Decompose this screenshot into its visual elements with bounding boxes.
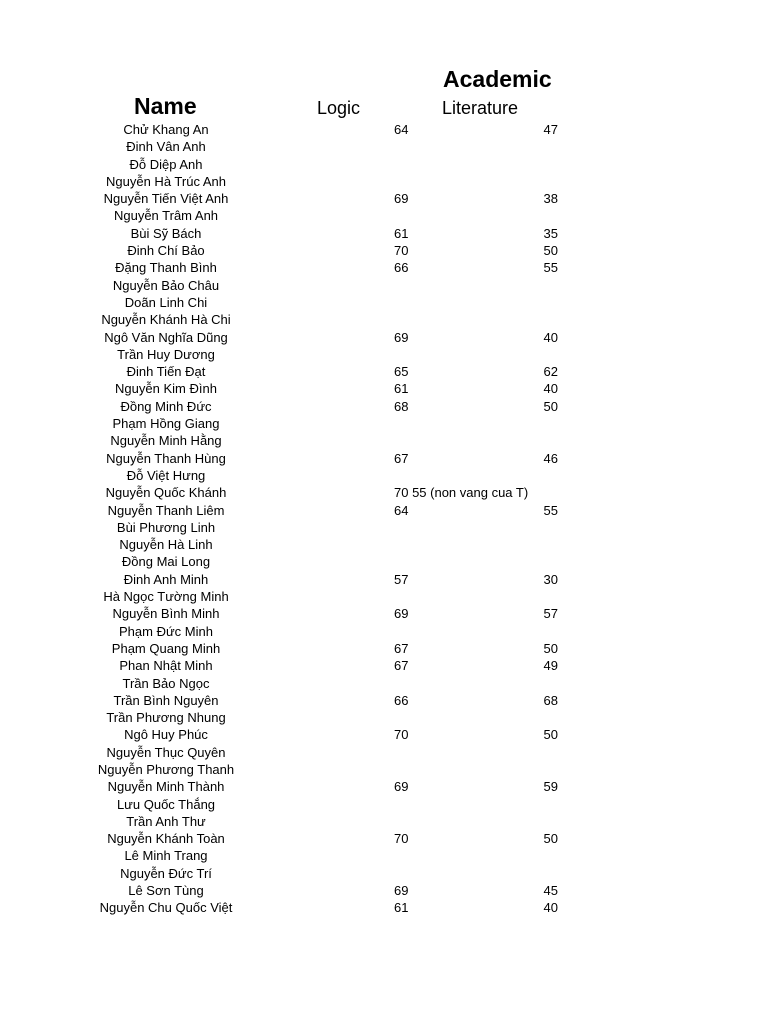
student-name-cell: Chử Khang An xyxy=(123,122,209,137)
logic-score-cell: 70 xyxy=(394,727,409,743)
table-row xyxy=(0,277,768,294)
logic-score-cell: 69 xyxy=(394,779,409,795)
table-row xyxy=(0,519,768,536)
student-name-cell: Nguyễn Kim Đình xyxy=(115,381,217,397)
student-name-cell: Phạm Đức Minh xyxy=(119,623,213,639)
literature-score-cell: 50 xyxy=(543,243,558,259)
student-name-cell: Nguyễn Tiến Việt Anh xyxy=(103,191,229,207)
student-name-cell: Nguyễn Phương Thanh xyxy=(97,761,235,777)
table-row xyxy=(0,502,768,519)
literature-score-cell: 55 xyxy=(543,260,558,276)
table-row xyxy=(0,882,768,899)
student-name-cell: Nguyễn Hà Trúc Anh xyxy=(106,173,226,189)
literature-score-cell: 40 xyxy=(543,329,558,345)
literature-score-cell: 68 xyxy=(543,692,558,708)
table-row xyxy=(0,173,768,190)
literature-score-cell: 45 xyxy=(543,883,558,899)
student-name-cell: Lê Sơn Tùng xyxy=(128,883,204,899)
table-row xyxy=(0,138,768,155)
table-row xyxy=(0,553,768,570)
table-row xyxy=(0,190,768,207)
student-name-cell: Đinh Tiến Đạt xyxy=(126,364,206,380)
student-name-cell: Trần Bình Nguyên xyxy=(113,692,219,708)
logic-score-cell: 70 xyxy=(394,243,409,259)
table-row xyxy=(0,726,768,743)
table-row xyxy=(0,692,768,709)
literature-score-cell: 46 xyxy=(543,450,558,466)
table-row xyxy=(0,675,768,692)
table-row xyxy=(0,311,768,328)
logic-score-cell: 70 xyxy=(394,831,409,847)
student-name-cell: Phan Nhật Minh xyxy=(119,658,213,674)
student-name-cell: Lưu Quốc Thắng xyxy=(116,796,216,812)
literature-score-cell: 49 xyxy=(543,658,558,674)
student-name-cell: Nguyễn Hà Linh xyxy=(119,537,213,553)
table-row xyxy=(0,415,768,432)
table-row xyxy=(0,398,768,415)
student-name-cell: Doãn Linh Chi xyxy=(124,294,208,310)
literature-score-cell: 59 xyxy=(543,779,558,795)
table-row xyxy=(0,156,768,173)
table-row xyxy=(0,709,768,726)
logic-score-cell: 69 xyxy=(394,883,409,899)
student-name-cell: Đỗ Việt Hưng xyxy=(126,467,206,483)
table-row xyxy=(0,346,768,363)
table-row xyxy=(0,242,768,259)
student-name-cell: Nguyễn Thanh Hùng xyxy=(106,450,226,466)
logic-score-cell: 69 xyxy=(394,329,409,345)
table-row xyxy=(0,657,768,674)
literature-score-cell: 30 xyxy=(543,571,558,587)
logic-score-cell: 68 xyxy=(394,398,409,414)
logic-score-cell: 69 xyxy=(394,191,409,207)
student-name-cell: Lê Minh Trang xyxy=(124,848,208,864)
name-column-header: Name xyxy=(134,93,197,119)
logic-score-cell: 70 55 (non vang cua T) xyxy=(394,485,529,501)
literature-score-cell: 62 xyxy=(543,364,558,380)
student-name-cell: Trần Anh Thư xyxy=(126,813,206,829)
student-name-cell: Ngô Huy Phúc xyxy=(124,727,208,743)
table-row xyxy=(0,571,768,588)
student-name-cell: Nguyễn Quốc Khánh xyxy=(105,485,227,501)
student-name-cell: Nguyễn Thanh Liêm xyxy=(107,502,225,518)
literature-column-header: Literature xyxy=(442,98,519,118)
student-name-cell: Nguyễn Bảo Châu xyxy=(112,277,220,293)
table-row xyxy=(0,207,768,224)
student-name-cell: Đỗ Diệp Anh xyxy=(129,156,203,172)
logic-score-cell: 61 xyxy=(394,900,409,916)
table-row xyxy=(0,640,768,657)
table-row xyxy=(0,899,768,916)
student-name-cell: Nguyễn Trâm Anh xyxy=(113,208,219,224)
table-row xyxy=(0,467,768,484)
literature-score-cell: 40 xyxy=(543,900,558,916)
table-row xyxy=(0,744,768,761)
logic-score-cell: 69 xyxy=(394,606,409,622)
table-row xyxy=(0,259,768,276)
literature-score-cell: 35 xyxy=(543,225,558,241)
student-name-cell: Ngô Văn Nghĩa Dũng xyxy=(104,329,228,345)
table-row xyxy=(0,294,768,311)
student-name-cell: Nguyễn Khánh Hà Chi xyxy=(101,312,231,328)
student-name-cell: Đồng Minh Đức xyxy=(120,398,212,414)
literature-score-cell: 55 xyxy=(543,502,558,518)
student-name-cell: Đinh Anh Minh xyxy=(123,571,209,587)
table-row xyxy=(0,778,768,795)
logic-score-cell: 66 xyxy=(394,260,409,276)
table-row xyxy=(0,121,768,138)
student-name-cell: Đặng Thanh Bình xyxy=(115,260,217,276)
student-name-cell: Nguyễn Thục Quyên xyxy=(106,744,226,760)
logic-column-header: Logic xyxy=(317,98,361,118)
student-name-cell: Nguyễn Minh Thành xyxy=(107,779,225,795)
logic-score-cell: 67 xyxy=(394,640,409,656)
logic-score-cell: 64 xyxy=(394,122,409,137)
table-row xyxy=(0,813,768,830)
table-row xyxy=(0,605,768,622)
student-name-cell: Phạm Hồng Giang xyxy=(112,416,220,432)
table-row xyxy=(0,380,768,397)
literature-score-cell: 38 xyxy=(543,191,558,207)
literature-score-cell: 50 xyxy=(543,398,558,414)
table-row xyxy=(0,847,768,864)
literature-score-cell: 40 xyxy=(543,381,558,397)
table-row xyxy=(0,796,768,813)
logic-score-cell: 64 xyxy=(394,502,409,518)
literature-score-cell: 47 xyxy=(543,122,558,137)
table-row xyxy=(0,536,768,553)
student-name-cell: Bùi Sỹ Bách xyxy=(130,225,202,241)
score-table xyxy=(0,121,768,917)
literature-score-cell: 50 xyxy=(543,831,558,847)
table-row xyxy=(0,588,768,605)
student-name-cell: Đinh Chí Bảo xyxy=(127,243,205,259)
table-row xyxy=(0,363,768,380)
table-row xyxy=(0,225,768,242)
student-name-cell: Trần Huy Dương xyxy=(117,346,215,362)
table-row xyxy=(0,830,768,847)
logic-score-cell: 61 xyxy=(394,381,409,397)
student-name-cell: Hà Ngọc Tường Minh xyxy=(103,589,229,605)
table-row xyxy=(0,432,768,449)
student-name-cell: Đinh Vân Anh xyxy=(126,139,206,155)
student-name-cell: Nguyễn Bình Minh xyxy=(112,606,220,622)
student-name-cell: Nguyễn Đức Trí xyxy=(120,865,212,881)
student-name-cell: Nguyễn Khánh Toàn xyxy=(107,831,225,847)
student-name-cell: Trần Phương Nhung xyxy=(106,710,226,726)
student-name-cell: Nguyễn Minh Hằng xyxy=(110,433,222,449)
literature-score-cell: 50 xyxy=(543,640,558,656)
table-row xyxy=(0,329,768,346)
table-row xyxy=(0,484,768,501)
literature-score-cell: 57 xyxy=(543,606,558,622)
table-row xyxy=(0,450,768,467)
table-row xyxy=(0,623,768,640)
literature-score-cell: 50 xyxy=(543,727,558,743)
logic-score-cell: 66 xyxy=(394,692,409,708)
student-name-cell: Nguyễn Chu Quốc Việt xyxy=(99,900,233,916)
academic-header: Academic xyxy=(443,66,552,92)
table-row xyxy=(0,761,768,778)
student-name-cell: Trần Bảo Ngọc xyxy=(122,675,210,691)
logic-score-cell: 65 xyxy=(394,364,409,380)
student-name-cell: Bùi Phương Linh xyxy=(116,519,216,535)
table-row xyxy=(0,865,768,882)
student-name-cell: Phạm Quang Minh xyxy=(111,640,221,656)
logic-score-cell: 67 xyxy=(394,450,409,466)
logic-score-cell: 61 xyxy=(394,225,409,241)
logic-score-cell: 67 xyxy=(394,658,409,674)
logic-score-cell: 57 xyxy=(394,571,409,587)
student-name-cell: Đồng Mai Long xyxy=(121,554,211,570)
